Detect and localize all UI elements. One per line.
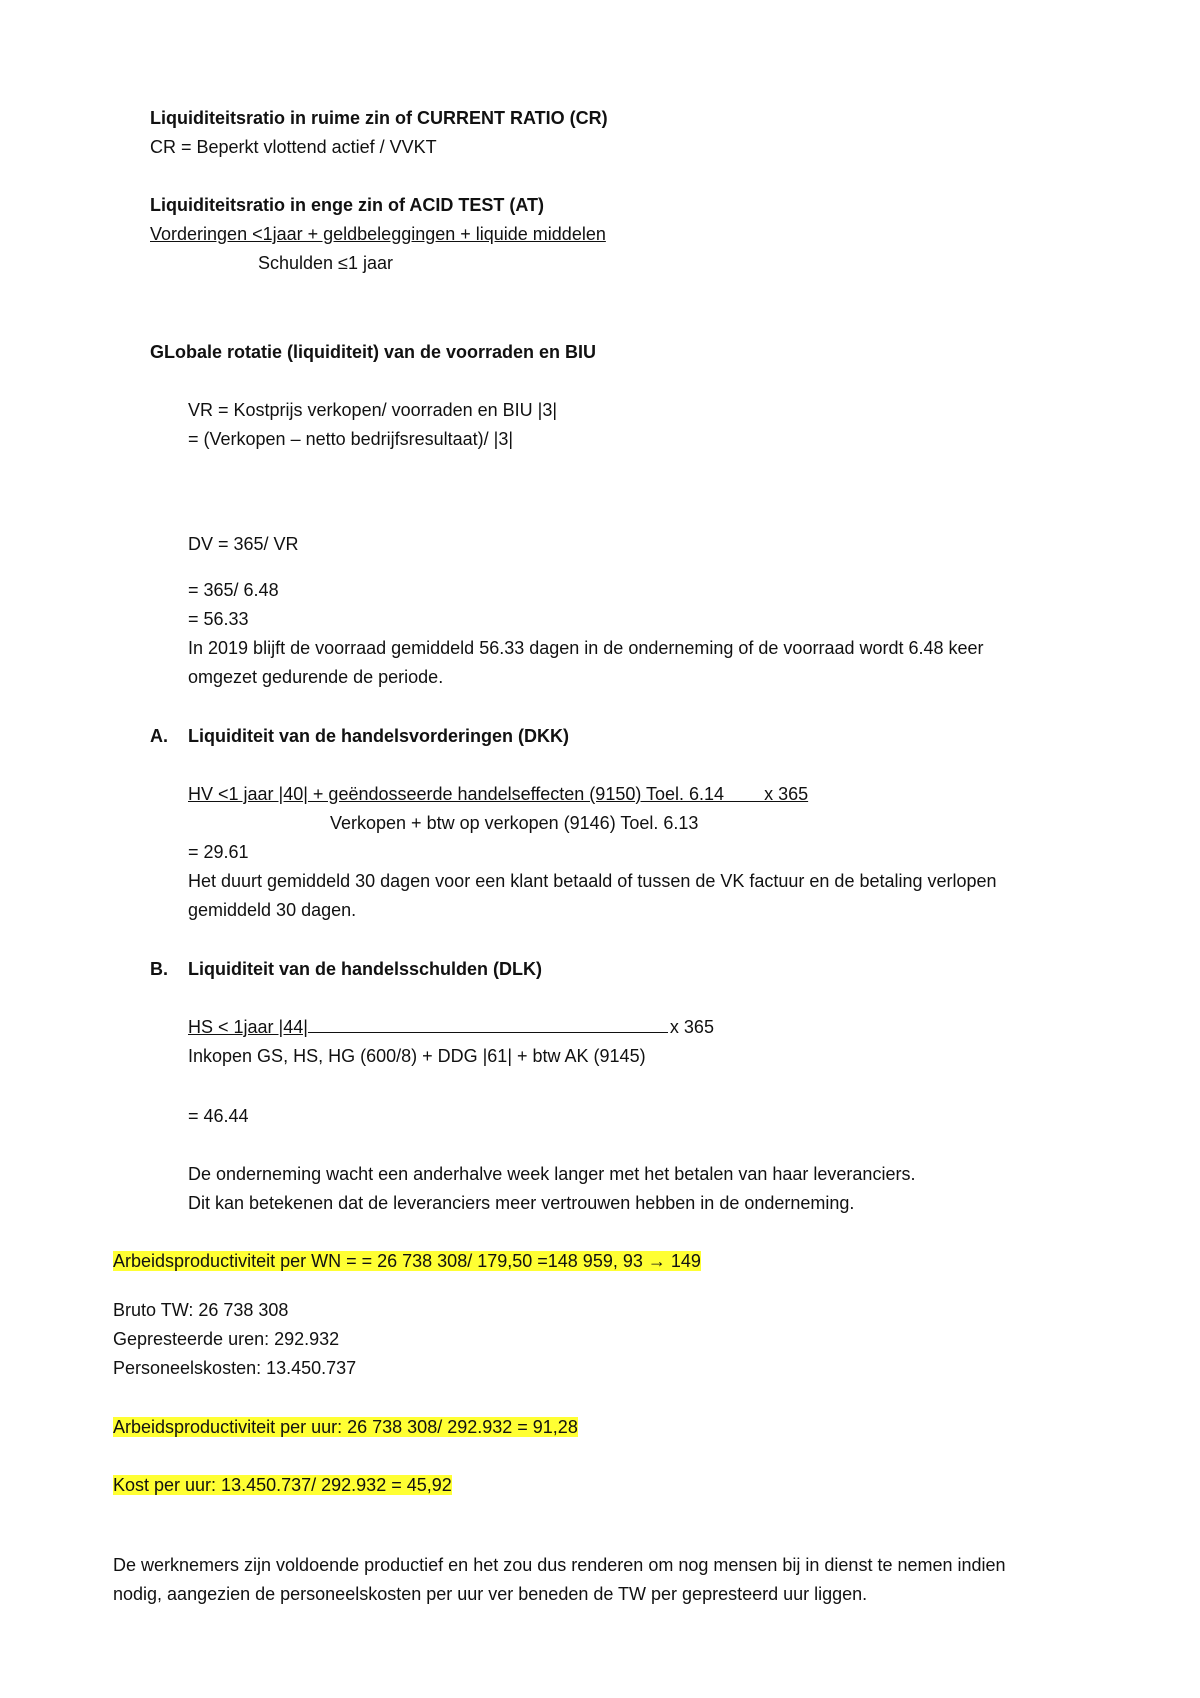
- gepresteerde-uren: Gepresteerde uren: 292.932: [113, 1329, 340, 1349]
- dlk-times: x 365: [669, 1017, 714, 1037]
- dkk-explanation-1: Het duurt gemiddeld 30 dagen voor een klant betaald of tussen de VK factuur en de betaling verlopen: [188, 871, 997, 891]
- dv-result: = 56.33: [188, 609, 249, 629]
- dkk-marker: A.: [150, 726, 168, 746]
- dkk-numerator: HV <1 jaar |40| + geëndosseerde handelseffecten (9150) Toel. 6.14 x 365: [188, 784, 809, 804]
- dlk-marker: B.: [150, 959, 168, 979]
- rotatie-title: GLobale rotatie (liquiditeit) van de voorraden en BIU: [150, 342, 597, 362]
- dlk-title: Liquiditeit van de handelsschulden (DLK): [188, 959, 543, 979]
- at-title: Liquiditeitsratio in enge zin of ACID TEST (AT): [150, 195, 544, 215]
- dv-explanation-1: In 2019 blijft de voorraad gemiddeld 56.33 dagen in de onderneming of de voorraad wordt 6.48 keer: [188, 638, 984, 658]
- dlk-explanation-1: De onderneming wacht een anderhalve week langer met het betalen van haar leveranciers.: [188, 1164, 916, 1184]
- at-denominator: Schulden ≤1 jaar: [258, 253, 393, 273]
- cr-formula: CR = Beperkt vlottend actief / VVKT: [150, 137, 437, 157]
- dv-explanation-2: omgezet gedurende de periode.: [188, 667, 444, 687]
- dkk-denominator: Verkopen + btw op verkopen (9146) Toel. 6.13: [330, 813, 699, 833]
- dkk-title: Liquiditeit van de handelsvorderingen (DKK): [188, 726, 570, 746]
- bruto-tw: Bruto TW: 26 738 308: [113, 1300, 289, 1320]
- dlk-numerator: HS < 1jaar |44|: [188, 1017, 308, 1037]
- dlk-result: = 46.44: [188, 1106, 249, 1126]
- per-wn-text: Arbeidsproductiviteit per WN = = 26 738 308/ 179,50 =148 959, 93 → 149: [113, 1251, 701, 1271]
- fraction-line: [308, 1016, 668, 1033]
- cost-per-hour: Kost per uur: 13.450.737/ 292.932 = 45,92: [113, 1475, 452, 1495]
- dv-calc: = 365/ 6.48: [188, 580, 279, 600]
- conclusion-1: De werknemers zijn voldoende productief en het zou dus renderen om nog mensen bij in dienst te nemen indien: [113, 1555, 1006, 1575]
- conclusion-2: nodig, aangezien de personeelskosten per uur ver beneden de TW per gepresteerd uur liggen.: [113, 1584, 868, 1604]
- personeelskosten: Personeelskosten: 13.450.737: [113, 1358, 357, 1378]
- at-numerator: Vorderingen <1jaar + geldbeleggingen + liquide middelen: [150, 224, 606, 244]
- arrow-right-icon: →: [647, 1251, 666, 1271]
- dlk-denominator: Inkopen GS, HS, HG (600/8) + DDG |61| + btw AK (9145): [188, 1046, 646, 1066]
- productivity-per-hour: Arbeidsproductiviteit per uur: 26 738 308/ 292.932 = 91,28: [113, 1417, 578, 1437]
- productivity-per-wn: [113, 1250, 701, 1272]
- dlk-explanation-2: Dit kan betekenen dat de leveranciers meer vertrouwen hebben in de onderneming.: [188, 1193, 855, 1213]
- dlk-fraction-top: [188, 1016, 714, 1038]
- cr-title: Liquiditeitsratio in ruime zin of CURRENT RATIO (CR): [150, 108, 608, 128]
- dkk-result: = 29.61: [188, 842, 249, 862]
- dv-formula: DV = 365/ VR: [188, 534, 299, 554]
- vr-formula-alt: = (Verkopen – netto bedrijfsresultaat)/ |3|: [188, 429, 514, 449]
- vr-formula: VR = Kostprijs verkopen/ voorraden en BIU |3|: [188, 400, 558, 420]
- dkk-explanation-2: gemiddeld 30 dagen.: [188, 900, 357, 920]
